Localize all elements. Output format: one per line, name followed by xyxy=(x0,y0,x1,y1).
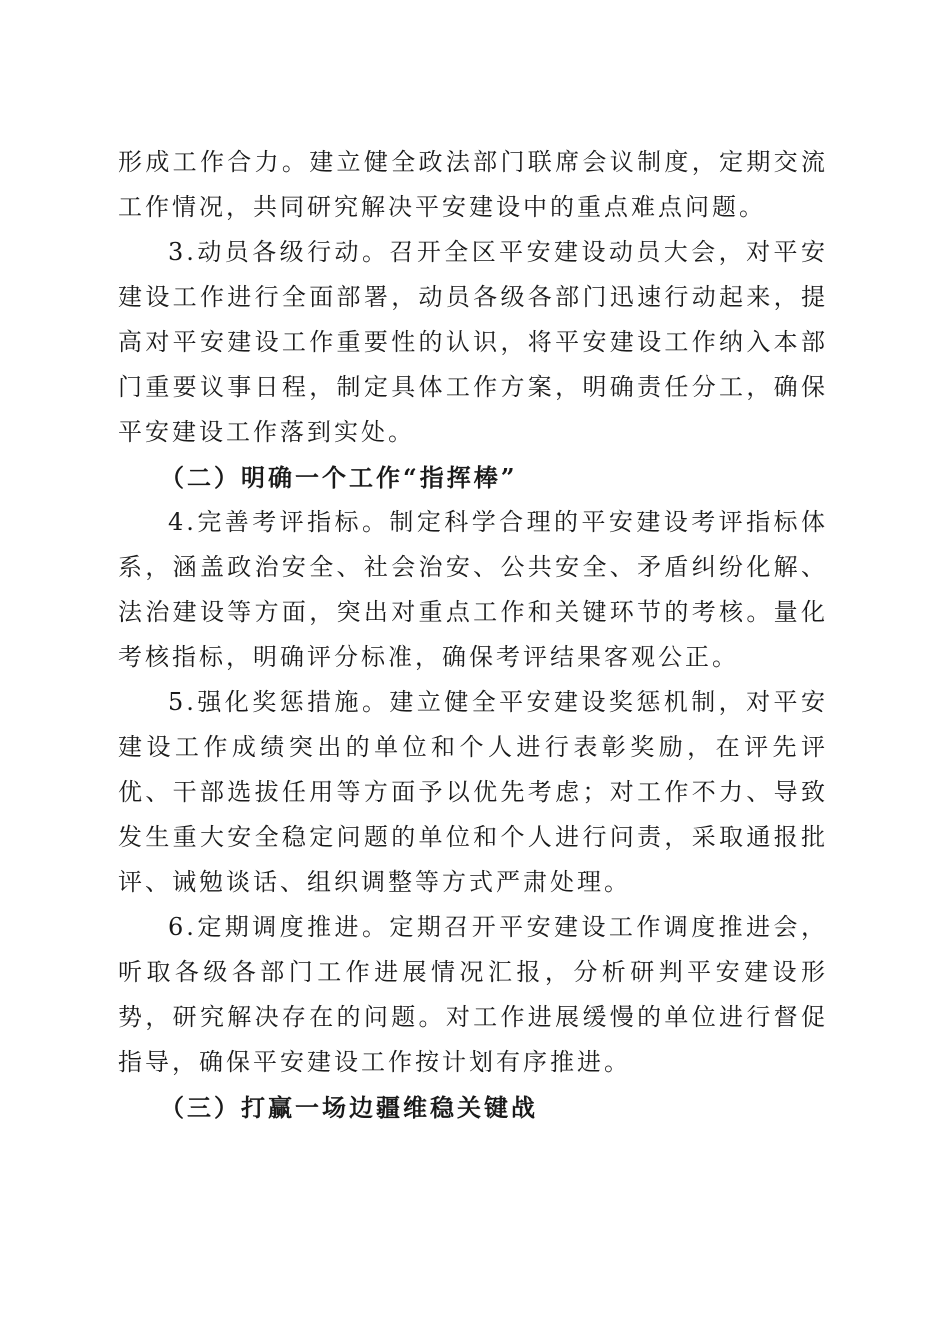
paragraph-continuation: 形成工作合力。建立健全政法部门联席会议制度，定期交流工作情况，共同研究解决平安建设中的重点难点问题。 xyxy=(118,148,828,221)
paragraph-item-3: 3.动员各级行动。召开全区平安建设动员大会，对平安建设工作进行全面部署，动员各级各部门迅速行动起来，提高对平安建设工作重要性的认识，将平安建设工作纳入本部门重要议事日程，制定具体工作方案，明确责任分工，确保平安建设工作落到实处。 xyxy=(118,238,828,446)
paragraph-item-6: 6.定期调度推进。定期召开平安建设工作调度推进会，听取各级各部门工作进展情况汇报，分析研判平安建设形势，研究解决存在的问题。对工作进展缓慢的单位进行督促指导，确保平安建设工作按计划有序推进。 xyxy=(118,913,828,1076)
paragraph-item-4: 4.完善考评指标。制定科学合理的平安建设考评指标体系，涵盖政治安全、社会治安、公共安全、矛盾纠纷化解、法治建设等方面，突出对重点工作和关键环节的考核。量化考核指标，明确评分标准，确保考评结果客观公正。 xyxy=(118,508,828,671)
paragraph-item-5: 5.强化奖惩措施。建立健全平安建设奖惩机制，对平安建设工作成绩突出的单位和个人进行表彰奖励，在评先评优、干部选拔任用等方面予以优先考虑；对工作不力、导致发生重大安全稳定问题的单位和个人进行问责，采取通报批评、诫勉谈话、组织调整等方式严肃处理。 xyxy=(118,688,828,896)
document-body xyxy=(118,140,828,1130)
section-heading-2: （二）明确一个工作“指挥棒” xyxy=(160,463,518,492)
section-heading-3: （三）打赢一场边疆维稳关键战 xyxy=(160,1093,538,1122)
